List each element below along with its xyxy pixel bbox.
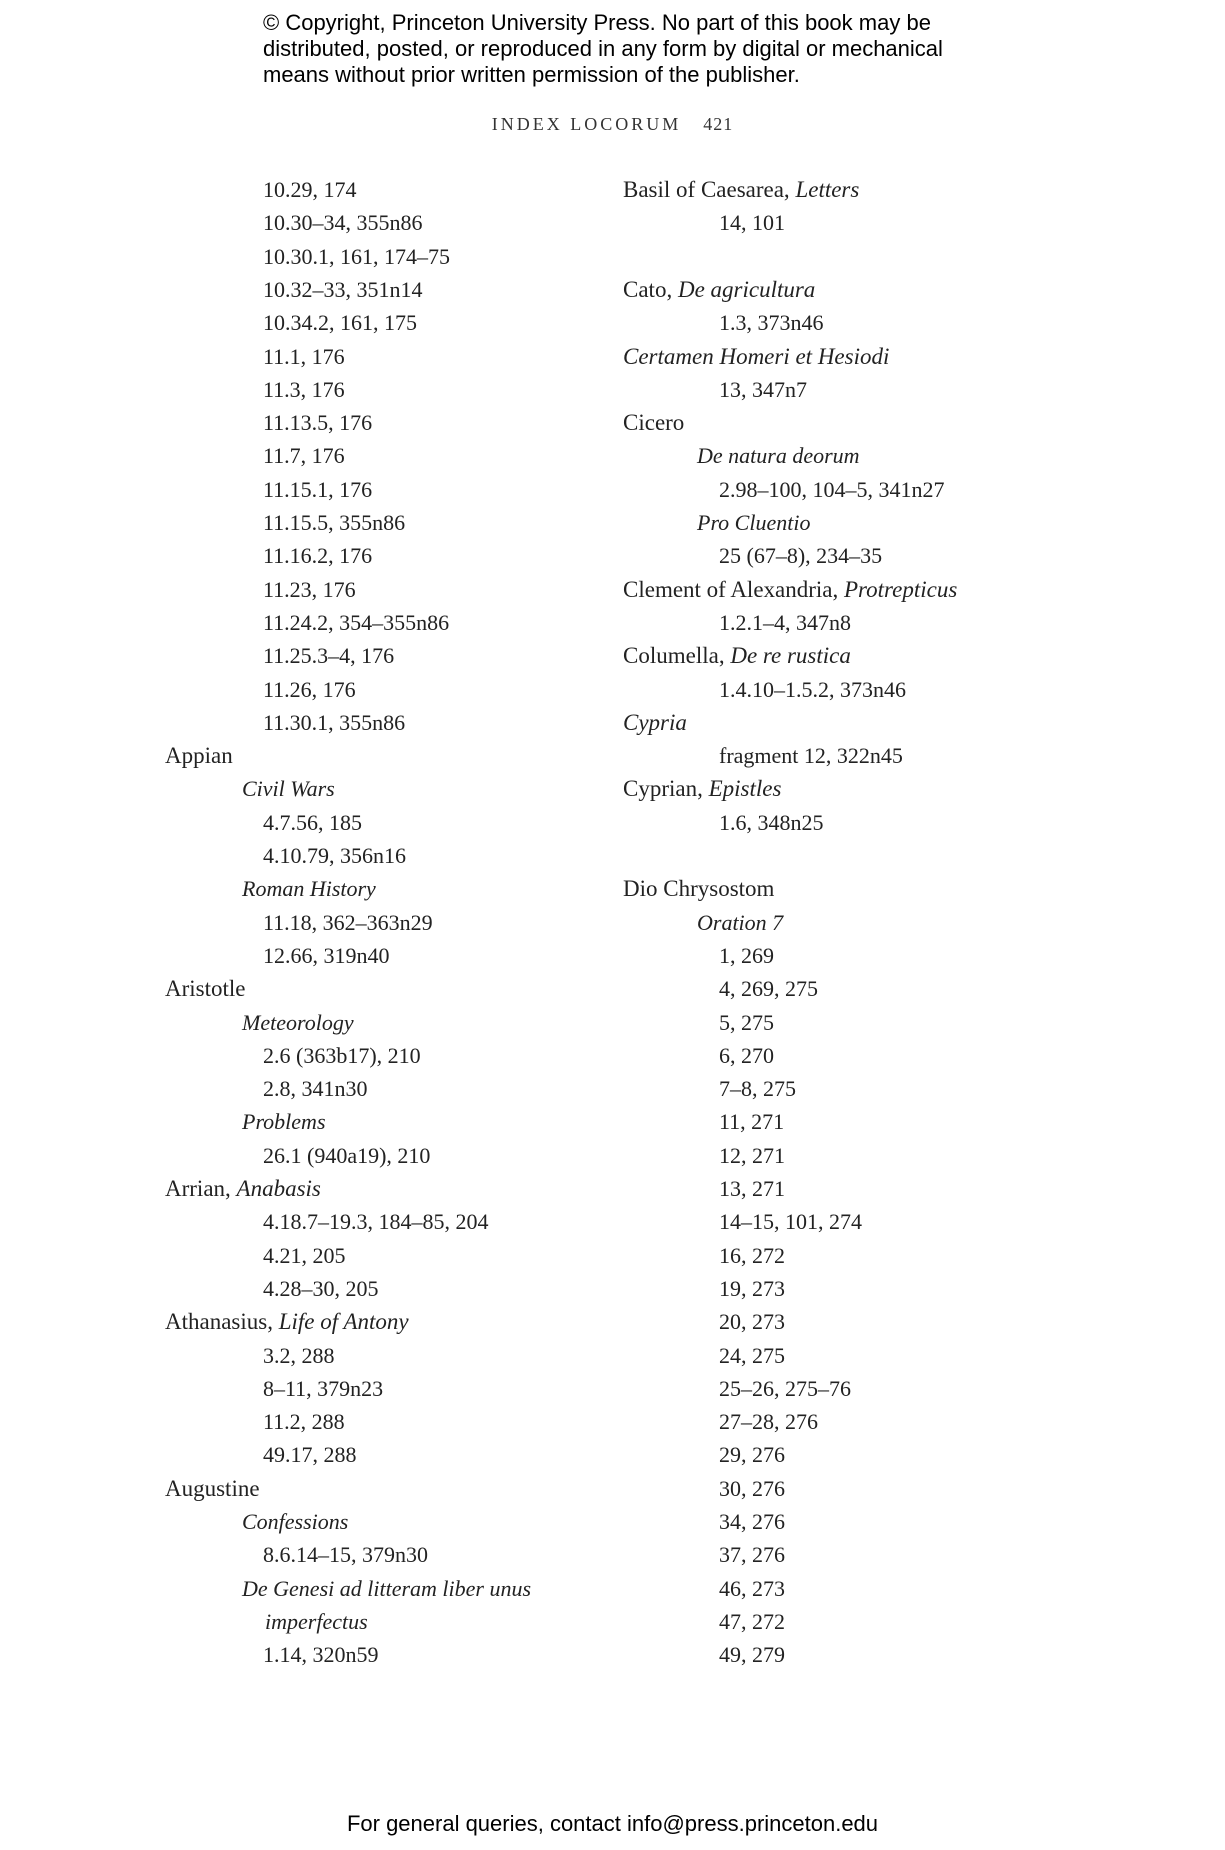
index-reference [263, 1242, 346, 1270]
page-number: 421 [703, 114, 734, 134]
entry-text: 10.29, 174 [263, 177, 357, 202]
index-reference [719, 1441, 785, 1469]
index-reference [719, 1308, 785, 1336]
entry-text: 10.32–33, 351n14 [263, 276, 423, 302]
entry-text: 14, 101 [719, 210, 785, 236]
entry-text: 47, 272 [719, 1608, 785, 1634]
entry-text: 1, 269 [719, 942, 774, 968]
index-reference [263, 209, 423, 237]
index-reference [719, 676, 906, 704]
entry-text: Cyprian, [623, 776, 709, 802]
entry-text: 1.3, 373n46 [719, 310, 824, 336]
index-reference [719, 1142, 785, 1170]
index-reference [719, 1541, 785, 1569]
copyright-notice [263, 10, 1023, 88]
entry-text: 49.17, 288 [263, 1442, 357, 1468]
entry-text: Dio Chrysostom [623, 876, 775, 902]
entry-text: 4.10.79, 356n16 [263, 843, 406, 868]
index-heading [165, 742, 233, 770]
entry-title: Epistles [708, 776, 782, 802]
index-subheading [697, 442, 860, 470]
entry-text: 10.30.1, 161, 174–75 [263, 243, 450, 269]
index-reference [719, 1275, 785, 1303]
entry-title: Anabasis [236, 1176, 321, 1201]
entry-text: 25 (67–8), 234–35 [719, 543, 883, 569]
entry-title: Problems [242, 1109, 326, 1135]
index-heading [623, 276, 815, 304]
entry-title: Confessions [242, 1509, 349, 1534]
index-reference [719, 1641, 785, 1669]
entry-text: 11.26, 176 [263, 676, 356, 702]
entry-text: 11.1, 176 [263, 343, 345, 369]
index-reference [263, 942, 390, 970]
index-reference [719, 1175, 785, 1203]
index-heading [165, 1175, 321, 1203]
index-reference [719, 1108, 784, 1136]
index-reference [719, 309, 824, 337]
entry-text: 19, 273 [719, 1275, 785, 1301]
entry-text: 1.6, 348n25 [719, 809, 824, 835]
index-reference [719, 476, 945, 504]
entry-text: 30, 276 [719, 1475, 785, 1501]
index-reference [719, 1608, 785, 1636]
index-reference [263, 1142, 430, 1170]
index-reference [263, 509, 405, 537]
entry-text: 7–8, 275 [719, 1076, 796, 1102]
index-reference [719, 742, 903, 770]
entry-text: 8–11, 379n23 [263, 1375, 384, 1401]
index-reference [263, 1208, 489, 1236]
entry-text: 4.21, 205 [263, 1242, 346, 1268]
entry-text: 34, 276 [719, 1509, 785, 1534]
entry-title: De natura deorum [697, 443, 860, 469]
entry-text: 6, 270 [719, 1042, 774, 1068]
entry-text: 1.14, 320n59 [263, 1642, 379, 1668]
index-subheading [697, 509, 810, 537]
entry-text: 37, 276 [719, 1542, 785, 1568]
index-subheading [242, 1009, 354, 1037]
entry-text: Cicero [623, 410, 685, 436]
index-reference [263, 276, 423, 304]
entry-text: 2.6 (363b17), 210 [263, 1042, 421, 1068]
entry-text: 4, 269, 275 [719, 976, 818, 1002]
entry-text: 46, 273 [719, 1575, 785, 1601]
index-reference [719, 542, 882, 570]
entry-text: 12, 271 [719, 1142, 785, 1168]
index-subheading [242, 1508, 348, 1536]
entry-text: 8.6.14–15, 379n30 [263, 1542, 428, 1568]
index-reference [263, 542, 372, 570]
entry-text: 10.34.2, 161, 175 [263, 310, 417, 336]
entry-text: 12.66, 319n40 [263, 942, 390, 968]
running-head [0, 114, 1225, 135]
index-reference [263, 1042, 421, 1070]
index-heading [165, 975, 246, 1003]
index-reference [263, 576, 356, 604]
entry-text: 20, 273 [719, 1309, 785, 1335]
index-subheading [242, 1575, 531, 1603]
entry-text: 2.8, 341n30 [263, 1076, 368, 1102]
entry-text: 5, 275 [719, 1009, 774, 1035]
entry-title: Protrepticus [844, 576, 958, 602]
entry-text: 2.98–100, 104–5, 341n27 [719, 476, 945, 502]
entry-text: 11.2, 288 [263, 1409, 345, 1435]
index-heading [623, 576, 957, 604]
index-reference [719, 1475, 785, 1503]
index-reference [263, 676, 356, 704]
copyright-line-3: means without prior written permission of the publisher. [263, 62, 800, 87]
index-reference [719, 942, 774, 970]
entry-text: 1.2.1–4, 347n8 [719, 609, 851, 635]
entry-text: 3.2, 288 [263, 1342, 335, 1368]
entry-text: 1.4.10–1.5.2, 373n46 [719, 676, 906, 702]
entry-text: Augustine [165, 1475, 260, 1501]
entry-text: 10.30–34, 355n86 [263, 210, 423, 236]
index-reference [719, 1508, 785, 1536]
entry-text: 11.15.5, 355n86 [263, 510, 406, 535]
entry-text: 13, 271 [719, 1176, 785, 1201]
index-reference [263, 1408, 345, 1436]
entry-text: fragment 12, 322n45 [719, 743, 903, 769]
index-reference [719, 209, 785, 237]
entry-text: 11.18, 362–363n29 [263, 909, 433, 935]
index-heading [623, 176, 859, 204]
footer-contact: For general queries, contact info@press.princeton.edu [346, 1811, 879, 1836]
index-heading [623, 775, 781, 803]
entry-title: De Genesi ad litteram liber unus [242, 1575, 532, 1601]
entry-text: Appian [165, 743, 233, 769]
index-reference [263, 842, 406, 870]
index-reference [719, 1242, 785, 1270]
entry-text: Aristotle [165, 976, 246, 1002]
copyright-line-2: distributed, posted, or reproduced in any form by digital or mechanical [263, 36, 943, 61]
entry-text: Athanasius, [165, 1309, 279, 1335]
index-reference [263, 909, 433, 937]
entry-text: 4.7.56, 185 [263, 809, 362, 835]
entry-title: Roman History [242, 876, 376, 902]
index-subheading [242, 775, 335, 803]
index-reference [263, 1441, 357, 1469]
entry-text: 11.13.5, 176 [263, 410, 373, 436]
index-reference [263, 1075, 368, 1103]
entry-text: 11.7, 176 [263, 443, 345, 469]
entry-text: 4.18.7–19.3, 184–85, 204 [263, 1209, 489, 1235]
entry-title: Meteorology [242, 1009, 354, 1035]
entry-title: Letters [795, 177, 860, 202]
index-reference [263, 243, 450, 271]
entry-title: imperfectus [265, 1608, 368, 1634]
entry-text: 11.30.1, 355n86 [263, 709, 406, 735]
entry-text: 26.1 (940a19), 210 [263, 1142, 431, 1168]
entry-text: 24, 275 [719, 1342, 785, 1368]
entry-text: 11.23, 176 [263, 576, 356, 602]
index-reference [719, 1208, 862, 1236]
index-reference [263, 376, 345, 404]
entry-text: Clement of Alexandria, [623, 576, 844, 602]
entry-text: 11.16.2, 176 [263, 543, 373, 569]
entry-text: 11.15.1, 176 [263, 476, 373, 502]
index-heading [623, 409, 684, 437]
index-subheading [265, 1608, 368, 1636]
index-reference [719, 609, 851, 637]
entry-title: De agricultura [677, 276, 816, 302]
index-heading [623, 642, 851, 670]
entry-title: Civil Wars [242, 776, 335, 802]
index-reference [719, 1075, 796, 1103]
index-reference [263, 343, 345, 371]
index-reference [263, 642, 394, 670]
entry-text: 16, 272 [719, 1242, 785, 1268]
index-reference [263, 1275, 379, 1303]
entry-text: 11.25.3–4, 176 [263, 643, 395, 669]
index-reference [719, 1575, 785, 1603]
entry-text: Basil of Caesarea, [623, 177, 796, 202]
entry-title: De re rustica [730, 643, 851, 669]
entry-title: Certamen Homeri et Hesiodi [623, 343, 890, 369]
entry-text: 4.28–30, 205 [263, 1275, 379, 1301]
entry-title: Cypria [623, 709, 687, 735]
entry-text: 11, 271 [719, 1109, 785, 1135]
entry-text: Arrian, [165, 1176, 237, 1201]
index-reference [263, 476, 372, 504]
index-reference [263, 1541, 428, 1569]
index-reference [719, 809, 824, 837]
copyright-line-1: © Copyright, Princeton University Press. No part of this book may be [263, 10, 931, 35]
index-reference [263, 309, 417, 337]
index-subheading [242, 875, 376, 903]
index-reference [263, 809, 362, 837]
index-reference [263, 1641, 379, 1669]
index-reference [719, 975, 818, 1003]
index-reference [719, 1375, 851, 1403]
index-subheading [242, 1108, 326, 1136]
entry-text: Columella, [623, 643, 731, 669]
index-reference [719, 376, 807, 404]
index-reference [719, 1342, 785, 1370]
index-reference [263, 709, 405, 737]
entry-title: Life of Antony [278, 1309, 409, 1335]
index-heading [623, 875, 774, 903]
entry-text: 14–15, 101, 274 [719, 1209, 862, 1235]
index-heading [623, 709, 687, 737]
index-heading [165, 1475, 260, 1503]
entry-text: 29, 276 [719, 1442, 785, 1468]
index-subheading [697, 909, 783, 937]
entry-title: Pro Cluentio [697, 510, 811, 535]
index-reference [719, 1042, 774, 1070]
index-reference [263, 409, 372, 437]
index-reference [263, 176, 357, 204]
index-heading [623, 343, 889, 371]
index-reference [719, 1009, 774, 1037]
entry-text: 27–28, 276 [719, 1409, 818, 1435]
index-reference [263, 442, 345, 470]
entry-title: Oration 7 [697, 909, 784, 935]
entry-text: 13, 347n7 [719, 376, 807, 402]
entry-text: 11.3, 176 [263, 376, 345, 402]
running-head-title: INDEX LOCORUM [491, 114, 682, 134]
index-heading [165, 1308, 409, 1336]
entry-text: Cato, [623, 276, 678, 302]
index-reference [263, 609, 449, 637]
index-reference [719, 1408, 818, 1436]
entry-text: 49, 279 [719, 1642, 785, 1668]
index-reference [263, 1375, 383, 1403]
index-reference [263, 1342, 335, 1370]
entry-text: 25–26, 275–76 [719, 1375, 851, 1401]
entry-text: 11.24.2, 354–355n86 [263, 609, 450, 635]
